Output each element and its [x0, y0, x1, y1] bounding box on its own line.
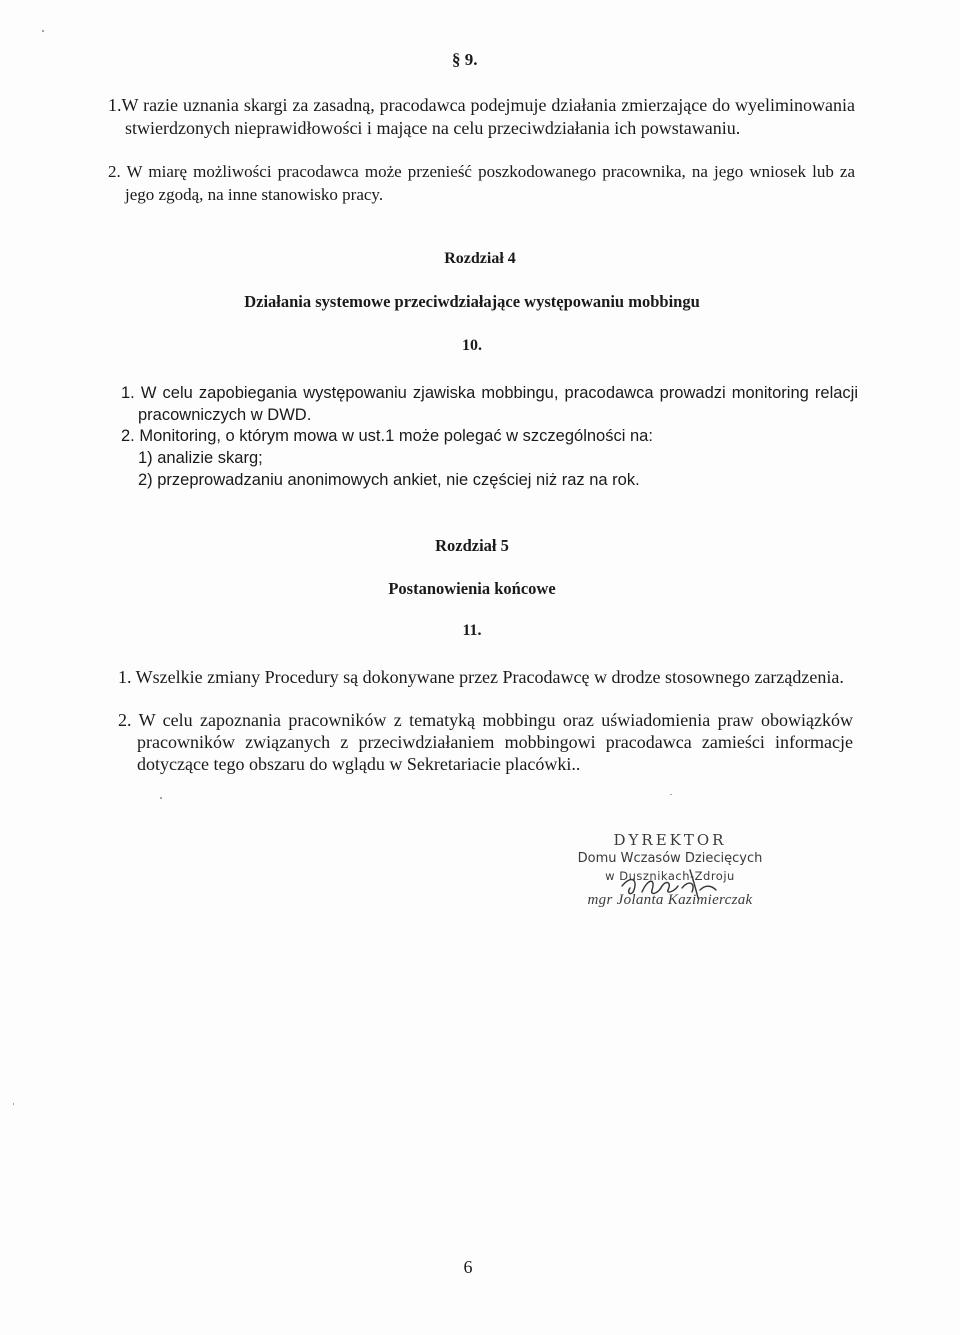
stamp-location: w Dusznikach-Zdroju [605, 869, 735, 883]
section-10-list-item-1: 1) analizie skarg; [138, 449, 263, 467]
scan-speck [13, 1103, 14, 1105]
chapter-4-label: Rozdział 4 [444, 250, 516, 267]
section-9-heading: § 9. [452, 50, 478, 69]
section-9-paragraph-2: 2. W miarę możliwości pracodawca może przenieść poszkodowanego pracownika, na jego wniosek lub za jego zgodą, na inne stanowisko pracy. [108, 162, 855, 204]
scan-speck [160, 797, 162, 799]
section-11-paragraph-2: 2. W celu zapoznania pracowników z tematyką mobbingu oraz uświadomienia praw obowiązków pracowników związanych z przeciwdziałaniem mobbingowi pracodawca zamieści informacje dotyczące tego obszaru do wglądu w Sekretariacie placówki.. [118, 710, 853, 774]
scan-speck [42, 30, 44, 32]
section-10-list-item-2: 2) przeprowadzaniu anonimowych ankiet, nie częściej niż raz na rok. [138, 471, 640, 489]
stamp-institution: Domu Wczasów Dziecięcych [577, 851, 763, 866]
chapter-5-title: Postanowienia końcowe [388, 579, 556, 598]
scan-speck [670, 794, 672, 795]
section-11-heading: 11. [462, 622, 482, 639]
stamp-title: DYREKTOR [613, 831, 727, 849]
chapter-5-label: Rozdział 5 [435, 536, 509, 555]
stamp-signatory: mgr Jolanta Kazimierczak [587, 892, 753, 908]
section-11-paragraph-1: 1. Wszelkie zmiany Procedury są dokonywane przez Pracodawcę w drodze stosownego zarządzenia. [118, 667, 844, 687]
section-9-paragraph-1: 1.W razie uznania skargi za zasadną, pracodawca podejmuje działania zmierzające do wyeliminowania stwierdzonych nieprawidłowości i mające na celu przeciwdziałania ich powstawaniu. [108, 95, 855, 138]
section-10-paragraph-1: 1. W celu zapobiegania występowaniu zjawiska mobbingu, pracodawca prowadzi monitoring relacji pracowniczych w DWD. [121, 384, 858, 424]
section-10-heading: 10. [462, 337, 482, 354]
section-10-paragraph-2: 2. Monitoring, o którym mowa w ust.1 może polegać w szczególności na: [121, 427, 653, 445]
page-number: 6 [463, 1257, 473, 1277]
chapter-4-title: Działania systemowe przeciwdziałające występowaniu mobbingu [244, 292, 700, 311]
